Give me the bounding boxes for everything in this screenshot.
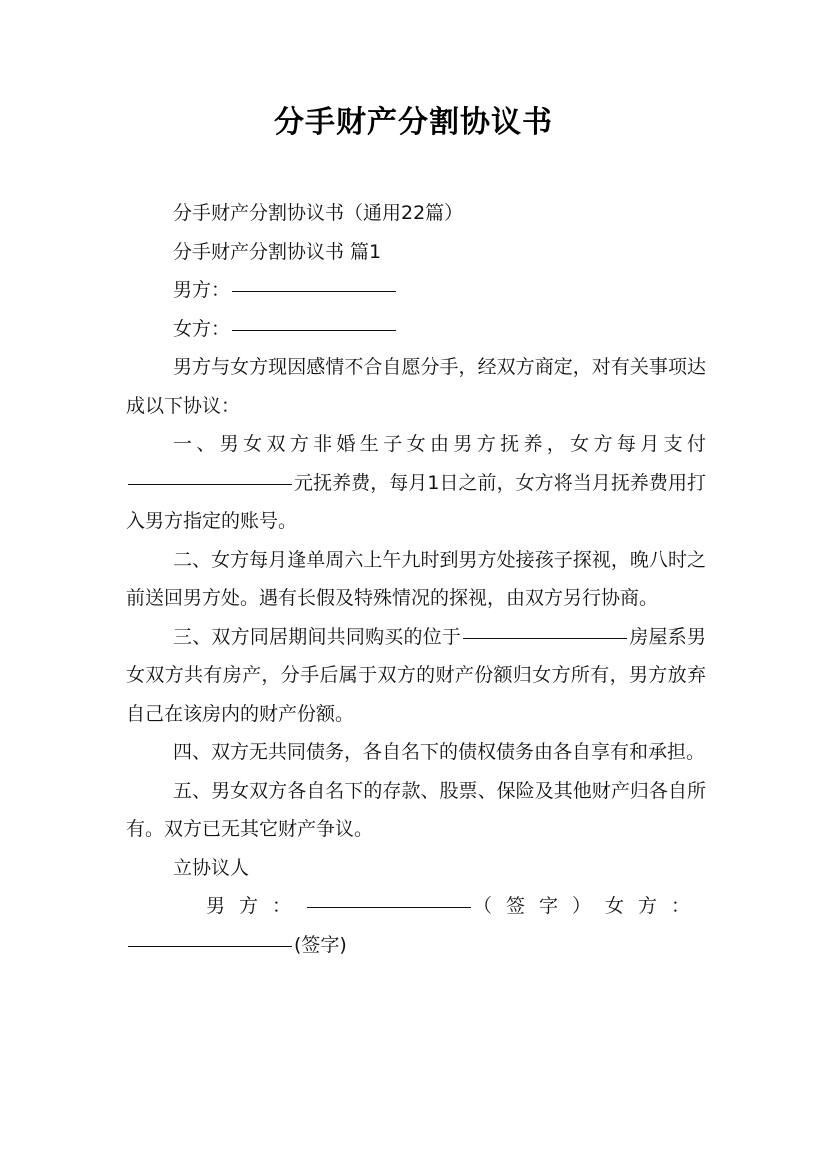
support-amount-blank	[128, 483, 292, 485]
female-party-line	[126, 310, 706, 349]
sig-sign-note-1: （签字）	[473, 895, 606, 917]
intro-paragraph: 男方与女方现因感情不合自愿分手，经双方商定，对有关事项达成以下协议：	[126, 356, 706, 417]
document-title: 分手财产分割协议书	[274, 105, 553, 140]
signature-line	[126, 887, 706, 926]
clause-3-part-b: 房屋系男女双方共有房产，分手后属于双方的财产份额归女方所有，男方放弃自己在该房内的财产份额。	[126, 625, 706, 725]
female-party-blank	[232, 329, 396, 331]
clause-3	[126, 618, 706, 734]
document-body	[126, 194, 706, 964]
sig-sign-note-2: (签字)	[294, 933, 347, 956]
sig-male-label: 男方：	[206, 895, 306, 917]
sig-female-label: 女方：	[605, 895, 705, 917]
signatories-label: 立协议人	[173, 856, 250, 879]
subtitle: 分手财产分割协议书（通用22篇）	[173, 202, 464, 224]
male-party-label: 男方：	[173, 279, 231, 301]
male-party-line	[126, 271, 706, 310]
clause-1-part-a: 一、男女双方非婚生子女由男方抚养，女方每月支付	[173, 433, 706, 455]
clause-4: 四、双方无共同债务，各自名下的债权债务由各自享有和承担。	[173, 741, 706, 763]
male-signature-blank	[307, 906, 471, 908]
clause-2: 二、女方每月逢单周六上午九时到男方处接孩子探视，晚八时之前送回男方处。遇有长假及特殊情况的探视，由双方另行协商。	[126, 548, 706, 609]
clause-5: 五、男女双方各自名下的存款、股票、保险及其他财产归各自所有。双方已无其它财产争议。	[126, 779, 706, 840]
clause-3-part-a: 三、双方同居期间共同购买的位于	[173, 625, 462, 648]
clause-1	[126, 425, 706, 541]
female-party-label: 女方：	[173, 317, 231, 340]
male-party-blank	[232, 290, 396, 292]
clause-1-part-b: 元抚养费，每月1日之前，女方将当月抚养费用打入男方指定的账号。	[126, 471, 706, 532]
female-signature-blank	[128, 945, 292, 947]
section-heading: 分手财产分割协议书 篇1	[173, 240, 382, 263]
signature-line-2	[126, 926, 706, 965]
property-address-blank	[463, 637, 627, 639]
